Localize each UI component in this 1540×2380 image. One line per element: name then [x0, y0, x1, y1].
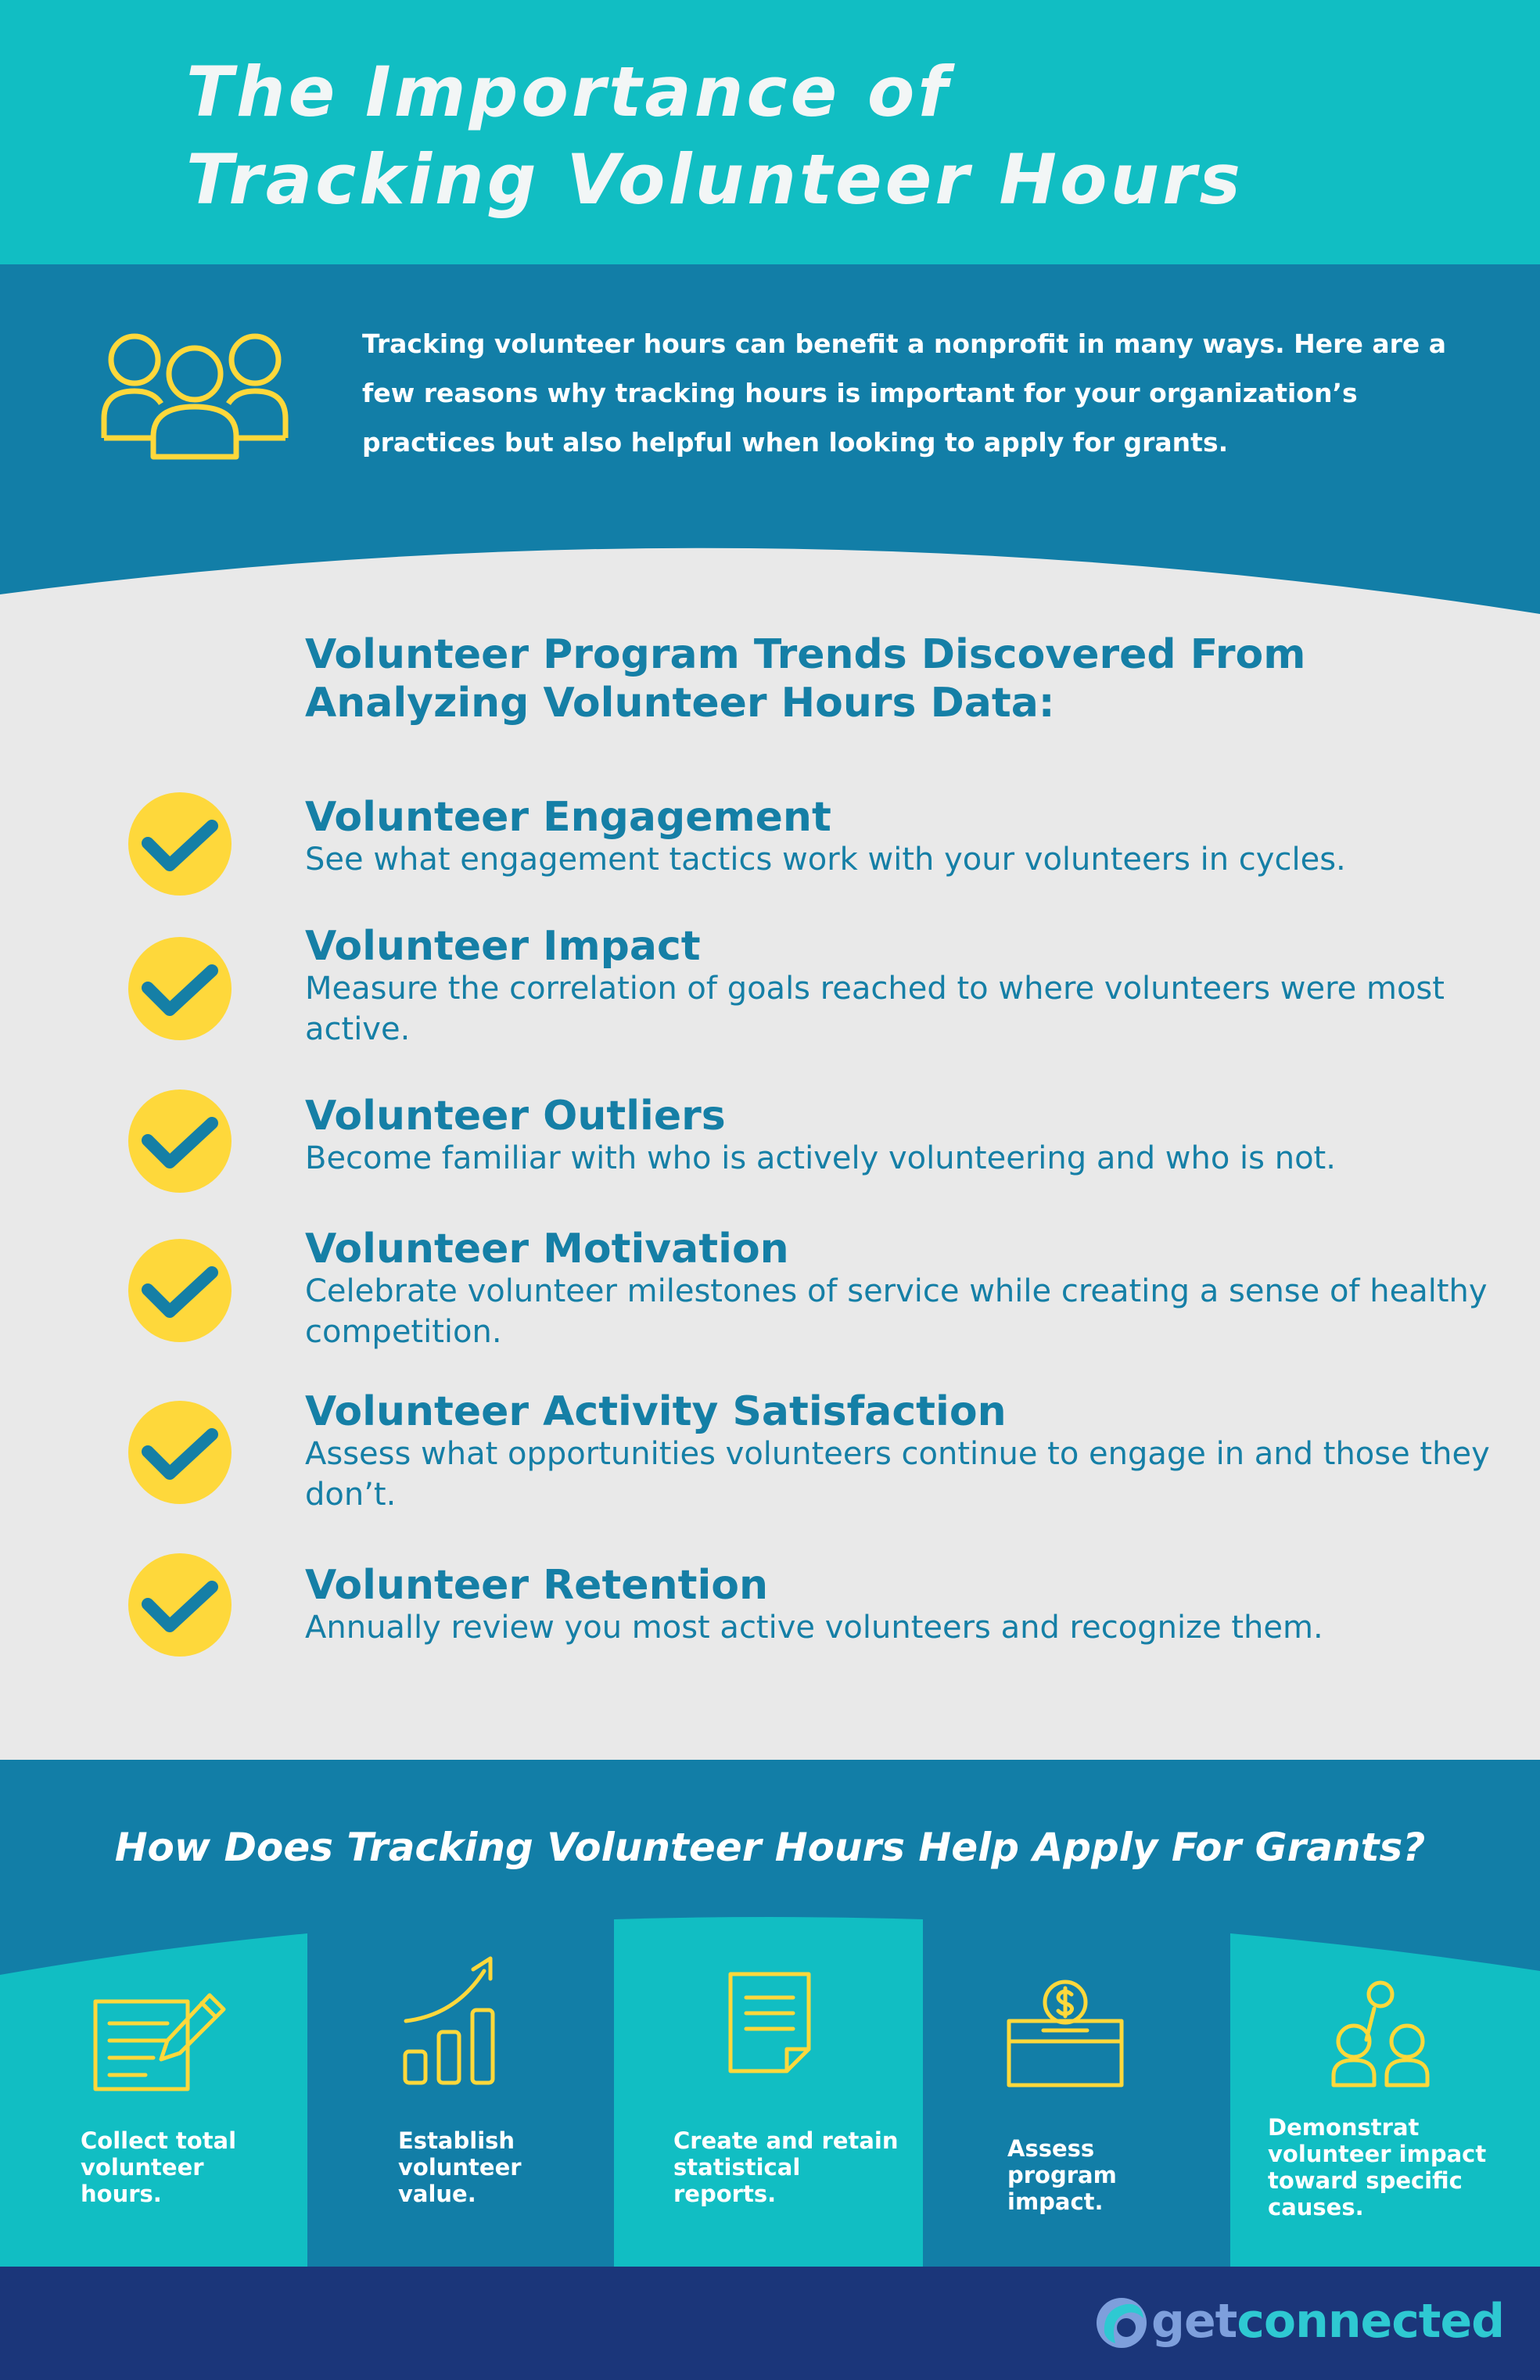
grant-item-label: Create and retain statistical reports. — [673, 2127, 899, 2207]
checkmark-icon — [127, 792, 232, 896]
grant-item-label: Establish volunteer value. — [398, 2127, 522, 2207]
checkmark-icon — [127, 936, 232, 1041]
logo-word-connected: connected — [1237, 2294, 1505, 2349]
checkmark-icon — [127, 1238, 232, 1343]
grant-item-program-impact — [923, 1760, 1230, 2267]
logo-swirl-icon — [1095, 2296, 1148, 2349]
trends-title: Volunteer Program Trends Discovered From Analyzing Volunteer Hours Data: — [305, 631, 1306, 727]
trend-heading: Volunteer Engagement — [305, 794, 831, 841]
volunteer-team-icon — [1330, 1980, 1434, 2088]
grants-band — [0, 1760, 1540, 2267]
trend-description: Annually review you most active volunteers and recognize them. — [305, 1610, 1323, 1646]
trend-description: Become familiar with who is actively volunteering and who is not. — [305, 1140, 1336, 1176]
checkmark-icon — [127, 1400, 232, 1505]
trend-description: Assess what opportunities volunteers continue to engage in and those they don’t. — [305, 1436, 1490, 1513]
header-band — [0, 0, 1540, 264]
page-title-line-1: The Importance of — [186, 52, 951, 132]
grant-item-label: Demonstrat volunteer impact toward specific causes. — [1268, 2114, 1487, 2220]
logo-word-get: get — [1151, 2294, 1237, 2349]
grant-item-demonstrate-impact — [1230, 1760, 1540, 2267]
grant-item-label: Assess program impact. — [1007, 2135, 1117, 2215]
page-title-line-2: Tracking Volunteer Hours — [186, 139, 1244, 220]
logo-wordmark — [1151, 2293, 1504, 2349]
page-title — [186, 48, 1438, 224]
intro-text: Tracking volunteer hours can benefit a nonprofit in many ways. Here are a few reasons why tracking hours is important for your organization’s practices but also helpful when looking to apply for grants. — [362, 328, 1446, 458]
trend-heading: Volunteer Activity Satisfaction — [305, 1388, 1007, 1435]
donation-box-icon — [1006, 1979, 1125, 2088]
footer-band — [0, 2267, 1540, 2380]
trend-heading: Volunteer Retention — [305, 1562, 769, 1609]
grants-title: How Does Tracking Volunteer Hours Help Apply For Grants? — [114, 1825, 1426, 1870]
trend-description: See what engagement tactics work with your volunteers in cycles. — [305, 842, 1346, 878]
people-group-icon — [100, 328, 289, 461]
grant-item-statistical-reports — [614, 1760, 923, 2267]
trend-heading: Volunteer Motivation — [305, 1226, 789, 1273]
grant-item-volunteer-value — [307, 1760, 614, 2267]
grant-item-collect-hours — [0, 1760, 307, 2267]
document-pen-icon — [92, 1991, 228, 2094]
trend-heading: Volunteer Outliers — [305, 1093, 726, 1140]
getconnected-logo — [1095, 2293, 1505, 2356]
trend-description: Measure the correlation of goals reached to where volunteers were most active. — [305, 971, 1445, 1047]
grant-item-label: Collect total volunteer hours. — [81, 2127, 237, 2207]
checkmark-icon — [127, 1089, 232, 1194]
trend-heading: Volunteer Impact — [305, 923, 701, 970]
growth-chart-icon — [401, 1954, 500, 2087]
checkmark-icon — [127, 1553, 232, 1657]
trend-description: Celebrate volunteer milestones of service while creating a sense of healthy competition. — [305, 1273, 1488, 1350]
report-page-icon — [727, 1971, 812, 2074]
